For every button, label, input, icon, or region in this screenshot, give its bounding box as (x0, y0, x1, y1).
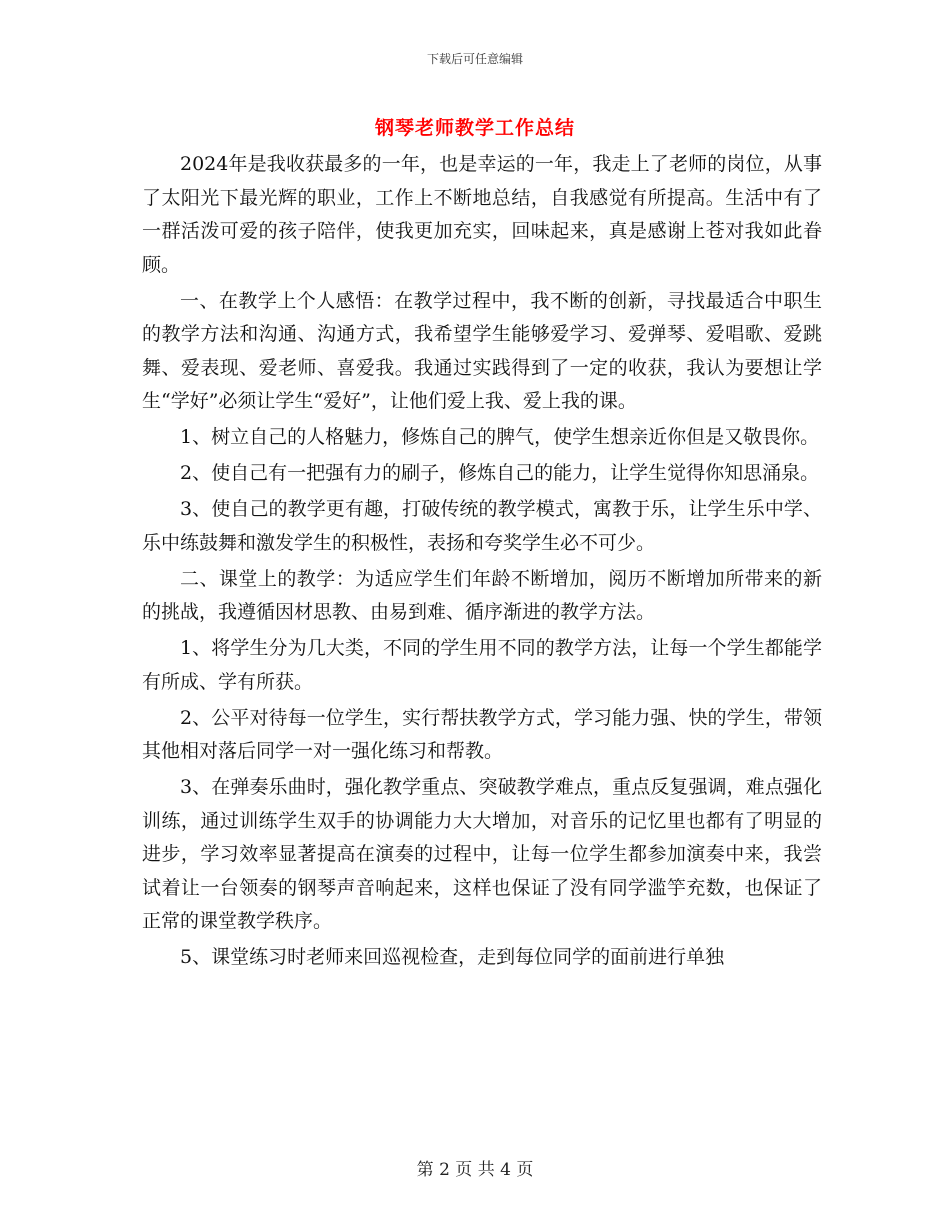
paragraph-item-2-1: 1、将学生分为几大类，不同的学生用不同的教学方法，让每一个学生都能学有所成、学有所获。 (142, 637, 822, 693)
page-number-footer: 第 2 页 共 4 页 (416, 1160, 534, 1180)
document-title: 钢琴老师教学工作总结 (374, 117, 575, 139)
paragraph-item-1-1: 1、树立自己的人格魅力，修炼自己的脾气，使学生想亲近你但是又敬畏你。 (180, 426, 820, 448)
paragraph-section-2: 二、课堂上的教学：为适应学生们年龄不断增加，阅历不断增加所带来的新的挑战，我遵循因材思教、由易到难、循序渐进的教学方法。 (142, 567, 822, 623)
paragraph-intro: 2024年是我收获最多的一年，也是幸运的一年，我走上了老师的岗位，从事了太阳光下最光辉的职业，工作上不断地总结，自我感觉有所提高。生活中有了一群活泼可爱的孩子陪伴，使我更加充实，回味起来，真是感谢上苍对我如此眷顾。 (142, 153, 822, 276)
paragraph-item-1-3: 3、使自己的教学更有趣，打破传统的教学模式，寓教于乐，让学生乐中学、乐中练鼓舞和激发学生的积极性，表扬和夸奖学生必不可少。 (142, 498, 822, 554)
paragraph-item-2-3: 3、在弹奏乐曲时，强化教学重点、突破教学难点，重点反复强调，难点强化训练，通过训练学生双手的协调能力大大增加，对音乐的记忆里也都有了明显的进步，学习效率显著提高在演奏的过程中，让每一位学生都参加演奏中来，我尝试着让一台领奏的钢琴声音响起来，这样也保证了没有同学滥竽充数，也保证了正常的课堂教学秩序。 (142, 776, 822, 932)
paragraph-item-1-2: 2、使自己有一把强有力的刷子，修炼自己的能力，让学生觉得你知思涌泉。 (180, 462, 820, 484)
document-body (142, 148, 822, 977)
paragraph-item-2-5: 5、课堂练习时老师来回巡视检查，走到每位同学的面前进行单独 (180, 946, 725, 968)
paragraph-item-2-2: 2、公平对待每一位学生，实行帮扶教学方式，学习能力强、快的学生，带领其他相对落后同学一对一强化练习和帮教。 (142, 706, 822, 762)
page-header-note: 下载后可任意编辑 (426, 52, 523, 66)
paragraph-section-1: 一、在教学上个人感悟：在教学过程中，我不断的创新，寻找最适合中职生的教学方法和沟通、沟通方式，我希望学生能够爱学习、爱弹琴、爱唱歌、爱跳舞、爱表现、爱老师、喜爱我。我通过实践得到了一定的收获，我认为要想让学生“学好”必须让学生“爱好”，让他们爱上我、爱上我的课。 (142, 289, 822, 412)
